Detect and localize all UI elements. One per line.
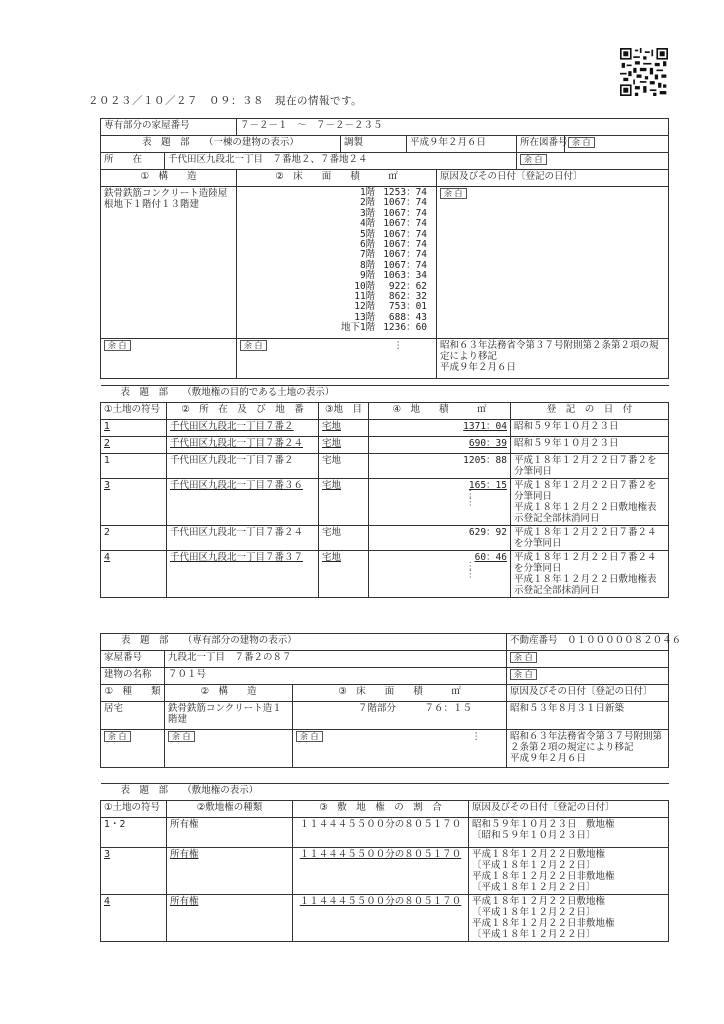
- qr-code: [620, 46, 668, 98]
- floor-area: 862：32: [388, 291, 428, 303]
- land-area-cell: 60：46 ⋮ ⋮: [369, 551, 511, 598]
- land-row: [101, 437, 669, 454]
- site-row: [101, 818, 669, 848]
- site-row: [101, 848, 669, 895]
- site-cause: 平成１８年１２月２２日敷地権 〔平成１８年１２月２２日〕 平成１８年１２月２２日非敷地権 〔平成１８年１２月２２日〕: [469, 848, 669, 895]
- land-area-cell: [369, 454, 511, 479]
- land-cat: 宅地: [319, 454, 369, 479]
- land-loc: 千代田区九段北一丁目７番３７: [167, 551, 319, 598]
- label-location: 所 在: [101, 153, 165, 170]
- label-building-name: 建物の名称: [101, 668, 165, 685]
- land-area: 1205：88: [463, 455, 507, 466]
- unit-cause2: 昭和６３年法務省令第３７号附則第２条第２項の規定により移記 平成９年２月６日: [507, 730, 669, 768]
- floors-list: [240, 188, 433, 334]
- land-no: 3: [101, 479, 167, 526]
- land-row: [101, 479, 669, 526]
- building-name-yohaku: 余 白: [507, 668, 669, 685]
- building-table: [100, 118, 669, 379]
- land-area-cell: [369, 420, 511, 437]
- cause-yohaku: 余 白: [437, 187, 669, 339]
- land-row: [101, 454, 669, 479]
- col-land-no: ①土地の符号: [101, 403, 167, 420]
- land-no: 4: [101, 551, 167, 598]
- yohaku-badge: 余 白: [568, 137, 595, 148]
- location-yohaku: 余 白: [517, 153, 669, 170]
- land-cat: 宅地: [319, 526, 369, 551]
- site-kind: 所有権: [167, 818, 293, 848]
- land-loc: 千代田区九段北一丁目７番２: [167, 454, 319, 479]
- col-site-no: ①土地の符号: [101, 801, 167, 818]
- land-row: [101, 526, 669, 551]
- land-date: 平成１８年１２月２２日７番２を分筆同日: [511, 454, 669, 479]
- col-land-loc: ② 所 在 及 び 地 番: [167, 403, 319, 420]
- col-unit-area: ③ 床 面 積 ㎡: [293, 685, 507, 702]
- location-value: 千代田区九段北一丁目 ７番地２、７番地２４: [165, 153, 517, 170]
- land-date: 平成１８年１２月２２日７番２４を分筆同日: [511, 526, 669, 551]
- kind-value: 居宅: [101, 702, 165, 730]
- col-struct: ② 構 造: [165, 685, 293, 702]
- floor-label: 8階: [359, 259, 376, 271]
- floor-label: 10階: [354, 280, 376, 292]
- section1-title: 表 題 部 （一棟の建物の表示）: [101, 136, 341, 153]
- structure-yohaku: 余 白: [101, 339, 237, 379]
- land-loc: 千代田区九段北一丁目７番２４: [167, 437, 319, 454]
- struct-yohaku: 余 白: [165, 730, 293, 768]
- land-table: [100, 385, 669, 598]
- land-row: [101, 551, 669, 598]
- unit-house-yohaku: 余 白: [507, 651, 669, 668]
- site-no: 1・2: [101, 818, 167, 848]
- land-date: 昭和５９年１０月２３日: [511, 437, 669, 454]
- land-cat: 宅地: [319, 551, 369, 598]
- unit-area-value: ７階部分 ７６：１５: [293, 702, 507, 730]
- unit-cause1: 昭和５３年８月３１日新築: [507, 702, 669, 730]
- floor-area: 1253：74: [383, 187, 428, 198]
- site-cause: 昭和５９年１０月２３日 敷地権 〔昭和５９年１０月２３日〕: [469, 818, 669, 848]
- site-row: [101, 895, 669, 942]
- floor-area: 1067：74: [383, 218, 428, 230]
- site-kind: 所有権: [167, 895, 293, 942]
- site-ratio: １１４４４５５００分の８０５１７０: [293, 895, 469, 942]
- house-no-value: ７－２－１ ～ ７－２－２３５: [237, 119, 669, 136]
- floor-area: 1067：74: [383, 228, 428, 240]
- land-cat: 宅地: [319, 437, 369, 454]
- land-no: 2: [101, 437, 167, 454]
- section2-title: 表 題 部 （敷地権の目的である土地の表示）: [101, 386, 669, 403]
- col-cause: 原因及びその日付〔登記の日付〕: [437, 170, 669, 187]
- realty-cell: [507, 634, 682, 651]
- structure-value: 鉄骨鉄筋コンクリート造陸屋根地下１階付１３階建: [101, 187, 237, 339]
- floor-area: 688：43: [388, 311, 428, 323]
- land-loc: 千代田区九段北一丁目７番２: [167, 420, 319, 437]
- label-chosei: 調製: [341, 136, 407, 153]
- floor-label: 5階: [359, 228, 376, 240]
- floors-cell: [237, 187, 437, 339]
- col-floor-area: ② 床 面 積 ㎡: [237, 170, 437, 187]
- floor-area: 1067：74: [383, 249, 428, 261]
- land-area: 629：92: [468, 527, 507, 538]
- cause-text: 昭和６３年法務省令第３７号附則第２条第２項の規定により移記 平成９年２月６日: [437, 339, 669, 379]
- col-site-cause: 原因及びその日付〔登記の日付〕: [469, 801, 669, 818]
- floor-area: 1067：74: [383, 207, 428, 219]
- site-cause: 平成１８年１２月２２日敷地権 〔平成１８年１２月２２日〕 平成１８年１２月２２日非敷地権 〔平成１８年１２月２２日〕: [469, 895, 669, 942]
- land-area: 165：15: [468, 480, 507, 491]
- land-cat: 宅地: [319, 420, 369, 437]
- col-unit-cause: 原因及びその日付〔登記の日付〕: [507, 685, 669, 702]
- land-area: 60：46: [474, 552, 507, 563]
- land-date: 平成１８年１２月２２日７番２を分筆同日 平成１８年１２月２２日敷地権表示登記全部抹消同日: [511, 479, 669, 526]
- site-no: 4: [101, 895, 167, 942]
- floor-area: 1236：60: [383, 322, 428, 334]
- unit-house-no-value: 九段北一丁目 ７番２の８７: [165, 651, 507, 668]
- site-right-table: [100, 783, 669, 942]
- site-ratio: １１４４４５５００分の８０５１７０: [293, 818, 469, 848]
- floor-label: 9階: [359, 270, 376, 282]
- floor-label: 地下1階: [340, 322, 376, 334]
- land-area-cell: 165：15 ⋮ ⋮: [369, 479, 511, 526]
- floor-area: 1067：74: [383, 239, 428, 251]
- struct-value: 鉄骨鉄筋コンクリート造１階建: [165, 702, 293, 730]
- site-no: 3: [101, 848, 167, 895]
- col-site-ratio: ③ 敷 地 権 の 割 合: [293, 801, 469, 818]
- col-land-cat: ③地 目: [319, 403, 369, 420]
- label-house-no: 専有部分の家屋番号: [101, 119, 237, 136]
- label-realty: 不動産番号: [510, 635, 558, 646]
- floor-area: 1067：74: [383, 197, 428, 209]
- floor-label: 3階: [359, 207, 376, 219]
- col-land-area: ④ 地 積 ㎡: [369, 403, 511, 420]
- zumen-value: [565, 136, 669, 153]
- chosei-value: 平成９年２月６日: [407, 136, 517, 153]
- land-loc: 千代田区九段北一丁目７番３６: [167, 479, 319, 526]
- floor-area: 1063：34: [383, 270, 428, 282]
- floor-label: 11階: [354, 291, 376, 303]
- area-yohaku: 余 白 ⋮: [237, 339, 437, 379]
- land-date: 昭和５９年１０月２３日: [511, 420, 669, 437]
- floor-label: 6階: [359, 239, 376, 251]
- land-row: [101, 420, 669, 437]
- label-unit-house-no: 家屋番号: [101, 651, 165, 668]
- section3-title: 表 題 部 （専有部分の建物の表示）: [101, 634, 507, 651]
- floor-label: 7階: [359, 249, 376, 261]
- floor-label: 2階: [359, 197, 376, 209]
- floor-label: 1階: [359, 187, 376, 198]
- land-no: 1: [101, 420, 167, 437]
- land-loc: 千代田区九段北一丁目７番２４: [167, 526, 319, 551]
- land-area-cell: [369, 437, 511, 454]
- floor-area: 922：62: [388, 280, 428, 292]
- floor-area: 753：01: [388, 301, 428, 313]
- land-area: 690：39: [468, 438, 507, 449]
- realty-value: ０１０００００８２０４６: [567, 635, 682, 646]
- col-land-date: 登 記 の 日 付: [511, 403, 669, 420]
- floor-label: 4階: [359, 218, 376, 230]
- label-zumen: 所在図番号: [517, 136, 565, 153]
- land-no: 2: [101, 526, 167, 551]
- section4-title: 表 題 部 （敷地権の表示）: [101, 784, 669, 801]
- col-kind: ① 種 類: [101, 685, 165, 702]
- unit-area-yohaku: 余 白 ⋮: [293, 730, 507, 768]
- land-area-cell: [369, 526, 511, 551]
- land-cat: 宅地: [319, 479, 369, 526]
- land-date: 平成１８年１２月２２日７番２４を分筆同日 平成１８年１２月２２日敷地権表示登記全部抹消同日: [511, 551, 669, 598]
- timestamp: ２０２３／１０／２７ ０９：３８ 現在の情報です。: [88, 95, 363, 107]
- floor-label: 13階: [354, 311, 376, 323]
- land-no: 1: [101, 454, 167, 479]
- col-site-kind: ②敷地権の種類: [167, 801, 293, 818]
- site-kind: 所有権: [167, 848, 293, 895]
- floor-label: 12階: [354, 301, 376, 313]
- kind-yohaku: 余 白: [101, 730, 165, 768]
- floor-area: 1067：74: [383, 259, 428, 271]
- col-structure: ① 構 造: [101, 170, 237, 187]
- site-ratio: １１４４４５５００分の８０５１７０: [293, 848, 469, 895]
- unit-table: [100, 633, 682, 768]
- building-name-value: ７０１号: [165, 668, 507, 685]
- land-area: 1371：04: [463, 421, 507, 432]
